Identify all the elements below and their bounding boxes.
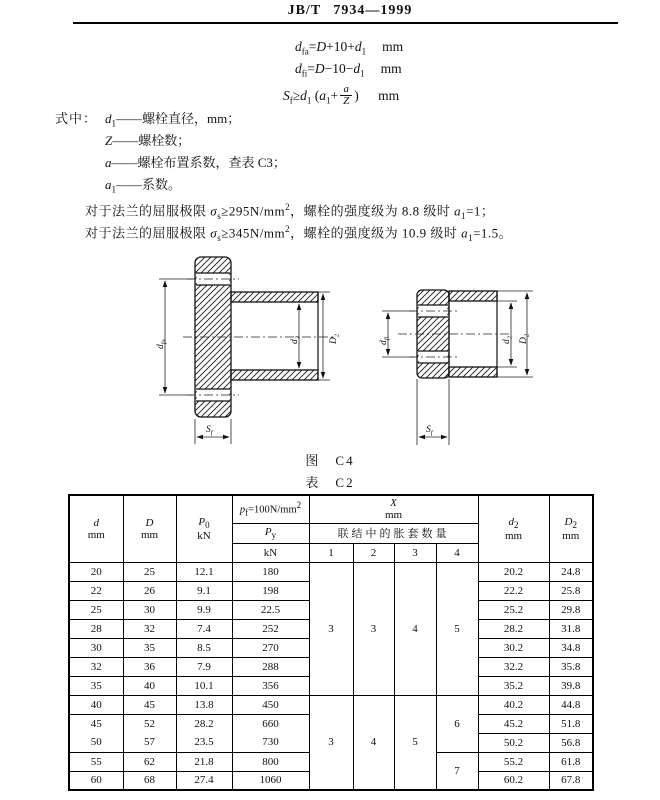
yield-paragraph-2: 对于法兰的屈服极限 $\sigma_s\ge 345N/mm^2$，螺栓的强度级为 10.9 级时 $a_1=1.5$。 <box>85 224 513 243</box>
figure-c4-drawing <box>0 248 660 452</box>
table-cell: 25 <box>123 562 176 581</box>
table-cell: 52 <box>123 714 176 733</box>
table-c2 <box>68 494 594 791</box>
table-cell: 4 <box>394 562 436 695</box>
table-cell: 800 <box>232 752 309 771</box>
formula-unit: mm <box>380 61 402 76</box>
table-cell: 6 <box>436 695 478 752</box>
table-cell: 67.8 <box>549 771 593 790</box>
formula-unit: mm <box>382 39 404 54</box>
formula-dfa: $d_{fa}=D+10+d_1$ mm <box>295 39 404 57</box>
figure-caption: 图 C4 <box>305 453 355 468</box>
table-cell: 9.1 <box>176 581 232 600</box>
col-header-d: d mm <box>69 495 123 562</box>
table-cell: 10.1 <box>176 676 232 695</box>
table-cell: 8.5 <box>176 638 232 657</box>
table-cell: 3 <box>309 562 353 695</box>
dim-label-sf-left: $S_f$ <box>206 425 213 437</box>
table-cell: 25 <box>69 600 123 619</box>
table-cell: 22.5 <box>232 600 309 619</box>
yield-paragraphs <box>57 196 513 243</box>
table-cell: 51.8 <box>549 714 593 733</box>
table-cell: 50.2 <box>478 733 549 752</box>
table-cell: 25.8 <box>549 581 593 600</box>
table-cell: 3 <box>353 562 394 695</box>
table-cell: 26 <box>123 581 176 600</box>
table-cell: 23.5 <box>176 733 232 752</box>
table-cell: 35.8 <box>549 657 593 676</box>
table-cell: 13.8 <box>176 695 232 714</box>
table-cell: 34.8 <box>549 638 593 657</box>
formula-block <box>283 36 403 112</box>
header-rule <box>73 22 618 24</box>
table-cell: 32.2 <box>478 657 549 676</box>
right-hub-wall-bottom <box>449 367 497 377</box>
right-section-view <box>379 290 533 445</box>
table-cell: 21.8 <box>176 752 232 771</box>
col-header-x4: 4 <box>436 543 478 562</box>
table-cell: 28.2 <box>478 619 549 638</box>
table-cell: 4 <box>353 695 394 790</box>
table-cell: 24.8 <box>549 562 593 581</box>
col-header-X: X mm <box>309 495 478 523</box>
dim-label-dfa: $d_{fa}$ <box>156 339 168 349</box>
col-header-pf-condition: $p_f=100N/mm^2$ <box>232 495 309 523</box>
col-header-sleeve-count: 联结中的胀套数量 <box>309 523 478 543</box>
table-cell: 35.2 <box>478 676 549 695</box>
table-cell: 25.2 <box>478 600 549 619</box>
table-cell: 57 <box>123 733 176 752</box>
table-cell: 28 <box>69 619 123 638</box>
table-cell: 45 <box>69 714 123 733</box>
col-header-P0: $P_0$ kN <box>176 495 232 562</box>
formula-var: d <box>295 39 302 54</box>
table-cell: 180 <box>232 562 309 581</box>
dim-label-D2-right: $D_2$ <box>519 333 531 344</box>
col-header-x3: 3 <box>394 543 436 562</box>
yield-paragraph-1: 对于法兰的屈服极限 $\sigma_s\ge 295N/mm^2$，螺栓的强度级为 8.8 级时 $a_1=1$； <box>85 202 495 221</box>
table-cell: 36 <box>123 657 176 676</box>
col-header-D2: $D_2$ mm <box>549 495 593 562</box>
where-item: $a_1——$系数。 <box>105 177 182 195</box>
table-cell: 60.2 <box>478 771 549 790</box>
table-cell: 30.2 <box>478 638 549 657</box>
table-cell: 55.2 <box>478 752 549 771</box>
table-cell: 5 <box>436 562 478 695</box>
table-cell: 55 <box>69 752 123 771</box>
table-cell: 270 <box>232 638 309 657</box>
table-cell: 61.8 <box>549 752 593 771</box>
left-section-view <box>156 257 341 444</box>
table-cell: 44.8 <box>549 695 593 714</box>
left-hub-wall-top <box>231 292 318 302</box>
table-cell: 7.4 <box>176 619 232 638</box>
table-cell: 32 <box>69 657 123 676</box>
table-cell: 56.8 <box>549 733 593 752</box>
table-cell: 32 <box>123 619 176 638</box>
table-cell: 252 <box>232 619 309 638</box>
table-cell: 45.2 <box>478 714 549 733</box>
table-cell: 198 <box>232 581 309 600</box>
table-cell: 30 <box>69 638 123 657</box>
dim-label-D2-left: $D_2$ <box>329 333 341 344</box>
table-cell: 12.1 <box>176 562 232 581</box>
col-header-x2: 2 <box>353 543 394 562</box>
col-header-d2: $d_2$ mm <box>478 495 549 562</box>
table-cell: 5 <box>394 695 436 790</box>
where-item: Z——螺栓数； <box>105 133 191 148</box>
table-cell: 7.9 <box>176 657 232 676</box>
table-cell: 450 <box>232 695 309 714</box>
table-cell: 35 <box>69 676 123 695</box>
dim-label-d2-right: $d_2$ <box>502 336 514 344</box>
table-cell: 40 <box>123 676 176 695</box>
dim-label-dfi: $d_{fi}$ <box>379 336 391 345</box>
table-cell: 660 <box>232 714 309 733</box>
where-item: a——螺栓布置系数，查表 C3； <box>105 155 286 170</box>
table-cell: 68 <box>123 771 176 790</box>
table-cell: 356 <box>232 676 309 695</box>
col-header-D: D mm <box>123 495 176 562</box>
table-cell: 22.2 <box>478 581 549 600</box>
table-cell: 62 <box>123 752 176 771</box>
where-label: 式中： <box>55 111 98 126</box>
table-cell: 7 <box>436 752 478 790</box>
right-flange-plate <box>417 290 449 378</box>
table-cell: 730 <box>232 733 309 752</box>
table-cell: 1060 <box>232 771 309 790</box>
table-cell: 40.2 <box>478 695 549 714</box>
col-header-Py-unit: kN <box>232 543 309 562</box>
formula-sf: $S_f\ge d_1$ ($a_1+$ $\frac{a}{Z}$ ) mm <box>283 82 400 108</box>
table-cell: 39.8 <box>549 676 593 695</box>
table-cell: 22 <box>69 581 123 600</box>
left-hub-wall-bottom <box>231 370 318 380</box>
dim-label-sf-right: $S_f$ <box>426 425 433 437</box>
dim-label-d2-left: $d_2$ <box>290 336 302 344</box>
right-hub-wall-top <box>449 291 497 301</box>
where-item: 式中： $d_1——$螺栓直径，mm； <box>55 111 241 129</box>
table-cell: 28.2 <box>176 714 232 733</box>
table-cell: 35 <box>123 638 176 657</box>
table-cell: 50 <box>69 733 123 752</box>
table-cell: 60 <box>69 771 123 790</box>
table-cell: 29.8 <box>549 600 593 619</box>
table-cell: 20.2 <box>478 562 549 581</box>
table-cell: 20 <box>69 562 123 581</box>
table-cell: 27.4 <box>176 771 232 790</box>
fraction: $\frac{a}{Z}$ <box>340 84 352 108</box>
where-items <box>55 108 286 196</box>
formula-dfi: $d_{fi}=D-10-d_1$ mm <box>295 61 402 79</box>
table-row <box>69 695 593 714</box>
formula-unit: mm <box>378 88 400 103</box>
col-header-Py: $P_y$ <box>232 523 309 543</box>
col-header-x1: 1 <box>309 543 353 562</box>
doc-number: JB/T 7934—1999 <box>287 3 413 18</box>
table-body <box>69 562 593 790</box>
table-cell: 40 <box>69 695 123 714</box>
table-row <box>69 562 593 581</box>
table-cell: 31.8 <box>549 619 593 638</box>
table-cell: 3 <box>309 695 353 790</box>
table-caption: 表 C2 <box>305 475 355 490</box>
table-cell: 9.9 <box>176 600 232 619</box>
table-cell: 30 <box>123 600 176 619</box>
table-cell: 45 <box>123 695 176 714</box>
table-cell: 288 <box>232 657 309 676</box>
